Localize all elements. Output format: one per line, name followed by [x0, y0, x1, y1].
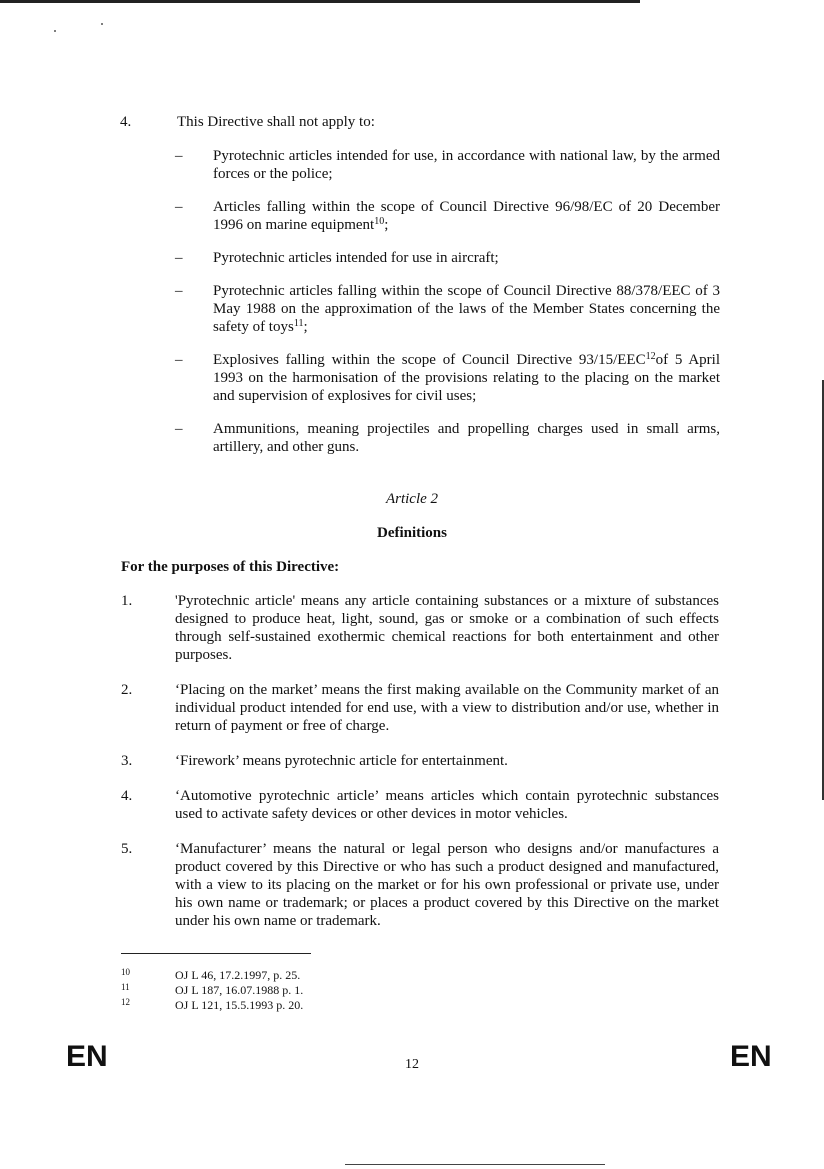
section-heading: Definitions [376, 525, 447, 541]
exclusion-text: Pyrotechnic articles falling within the scope of Council Directive 88/378/EEC of 3 May 1988 on the approximation of the laws of the Member States concerning the safety of toys [213, 283, 720, 335]
paragraph-lead: This Directive shall not apply to: [177, 114, 375, 130]
footnote [121, 968, 521, 983]
footnote-ref[interactable]: 12 [645, 351, 656, 362]
exclusion-item [175, 249, 720, 267]
dash-bullet: – [175, 352, 183, 368]
exclusion-item [175, 351, 720, 405]
exclusion-text: Ammunitions, meaning projectiles and propelling charges used in small arms, artillery, and other guns. [213, 421, 720, 455]
footnote-text: OJ L 121, 15.5.1993 p. 20. [175, 998, 304, 1012]
definitions-intro: For the purposes of this Directive: [121, 559, 340, 575]
footnote-text: OJ L 187, 16.07.1988 p. 1. [175, 983, 304, 997]
definition-number: 5. [121, 841, 133, 857]
dash-bullet: – [175, 421, 183, 437]
definition-item [121, 752, 719, 770]
footnote-number: 12 [121, 997, 130, 1007]
definition-number: 1. [121, 593, 133, 609]
definition-item [121, 681, 719, 735]
footnote-text: OJ L 46, 17.2.1997, p. 25. [175, 968, 301, 982]
definitions-list [121, 592, 719, 947]
footnote-divider [121, 953, 311, 954]
footnote-number: 10 [121, 967, 130, 977]
exclusion-tail: ; [303, 319, 308, 335]
definition-number: 3. [121, 753, 133, 769]
definition-number: 4. [121, 788, 133, 804]
scan-edge-top [0, 0, 640, 3]
scan-speck [101, 23, 103, 25]
footnote-ref[interactable]: 11 [293, 318, 304, 329]
scan-speck [54, 30, 56, 32]
exclusion-text: Explosives falling within the scope of Council Directive 93/15/EEC [213, 352, 646, 368]
definition-number: 2. [121, 682, 133, 698]
footnote-number: 11 [121, 982, 130, 992]
definition-item [121, 787, 719, 823]
exclusion-text: Pyrotechnic articles intended for use in aircraft; [213, 250, 499, 266]
definition-text: ‘Manufacturer’ means the natural or legal person who designs and/or manufactures a product covered by this Directive or who has such a product designed and manufactured, with a view to its placing on the market or for his own professional or private use, under his own name or trademark; or places a product covered by this Directive on the market under his own name or trademark. [175, 841, 719, 929]
definition-item [121, 840, 719, 930]
footnote [121, 998, 521, 1013]
dash-bullet: – [175, 199, 183, 215]
footnote [121, 983, 521, 998]
language-code-right: EN [730, 1040, 772, 1073]
exclusion-text: Articles falling within the scope of Council Directive 96/98/EC of 20 December 1996 on marine equipment [213, 199, 720, 233]
dash-bullet: – [175, 250, 183, 266]
exclusion-list [175, 147, 720, 471]
exclusion-item [175, 147, 720, 183]
exclusion-item [175, 420, 720, 456]
definition-text: ‘Firework’ means pyrotechnic article for entertainment. [175, 753, 508, 769]
exclusion-item [175, 282, 720, 336]
paragraph-number: 4. [120, 114, 132, 130]
definition-text: ‘Automotive pyrotechnic article’ means articles which contain pyrotechnic substances used to activate safety devices or other devices in motor vehicles. [175, 788, 719, 822]
language-code-left: EN [66, 1040, 108, 1073]
scan-edge-bottom [345, 1164, 605, 1165]
exclusion-tail: ; [384, 217, 389, 233]
exclusion-item [175, 198, 720, 234]
exclusion-text: Pyrotechnic articles intended for use, in accordance with national law, by the armed forces or the police; [213, 148, 720, 182]
dash-bullet: – [175, 283, 183, 299]
definition-item [121, 592, 719, 664]
definition-text: 'Pyrotechnic article' means any article containing substances or a mixture of substances designed to produce heat, light, sound, gas or smoke or a combination of such effects through self-sustained exothermic chemical reactions for both entertainment and other purposes. [175, 593, 719, 663]
article-title: Article 2 [385, 491, 439, 507]
exclusion-tail: of 5 April 1993 on the harmonisation of the provisions relating to the placing on the market and supervision of explosives for civil uses; [213, 352, 720, 404]
page-number: 12 [405, 1057, 419, 1072]
definition-text: ‘Placing on the market’ means the first making available on the Community market of an individual product intended for end use, with a view to distribution and/or use, whether in return of payment or free of charge. [175, 682, 719, 734]
footnotes [121, 968, 521, 1013]
footnote-ref[interactable]: 10 [374, 216, 385, 227]
dash-bullet: – [175, 148, 183, 164]
